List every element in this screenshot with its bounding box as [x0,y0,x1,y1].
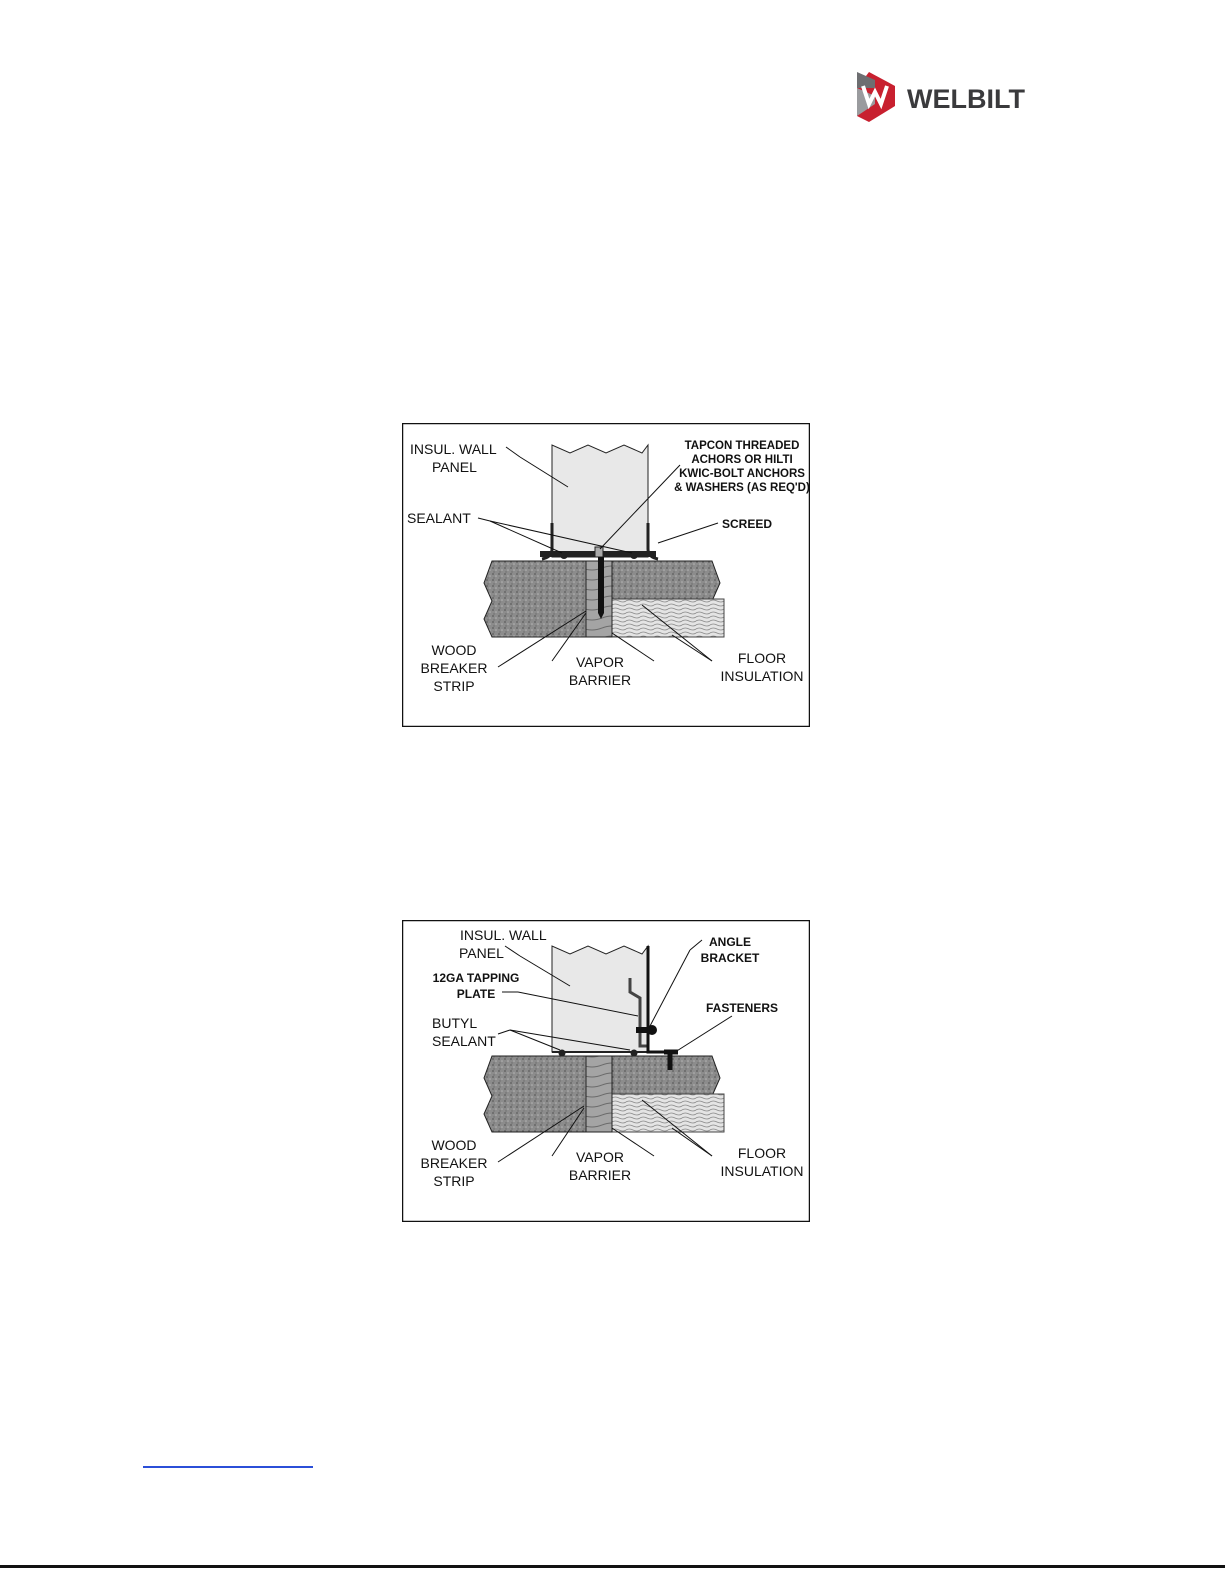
label-fasteners: FASTENERS [705,1001,779,1015]
label-vapor-barrier: VAPOR [576,1149,624,1165]
label-floor-insulation-2: INSULATION [720,668,804,684]
label-insul-wall-panel: INSUL. WALL [460,927,547,943]
label-sealant: SEALANT [407,510,471,526]
label-anchors-4: & WASHERS (AS REQ'D) [674,482,810,494]
label-butyl-sealant: BUTYL [432,1015,478,1031]
label-wood-breaker-strip: WOOD [431,642,477,658]
label-wood-breaker-strip: WOOD [431,1137,477,1153]
label-insul-wall-panel: INSUL. WALL [410,441,497,457]
label-butyl-sealant-2: SEALANT [432,1033,496,1049]
label-wood-breaker-strip-2: BREAKER [420,1155,488,1171]
label-wood-breaker-strip-2: BREAKER [420,660,488,676]
label-tapping-plate-2: PLATE [456,987,496,1001]
footer-divider [0,1565,1225,1568]
label-anchors-3: KWIC-BOLT ANCHORS [679,468,805,480]
angle-bracket-detail-diagram [402,920,810,1220]
label-wood-breaker-strip-3: STRIP [433,1173,475,1189]
footer-link-underline[interactable] [143,1466,313,1468]
welbilt-logo [855,66,1055,132]
label-angle-bracket: ANGLE [709,935,751,949]
label-anchors-2: ACHORS OR HILTI [691,454,793,466]
label-tapping-plate: 12GA TAPPING [432,971,520,985]
label-insul-wall-panel-2: PANEL [459,945,504,961]
label-floor-insulation: FLOOR [737,1145,787,1161]
label-insul-wall-panel-2: PANEL [432,459,477,475]
logo-wordmark: WELBILT [907,84,1025,114]
label-screed: SCREED [722,517,773,531]
label-floor-insulation: FLOOR [737,650,787,666]
label-anchors: TAPCON THREADED [684,440,800,452]
label-vapor-barrier-2: BARRIER [568,1167,632,1183]
label-wood-breaker-strip-3: STRIP [433,678,475,694]
label-angle-bracket-2: BRACKET [700,951,760,965]
label-floor-insulation-2: INSULATION [720,1163,804,1179]
floor-anchor-detail-diagram [402,423,810,723]
label-vapor-barrier-2: BARRIER [568,672,632,688]
label-vapor-barrier: VAPOR [576,654,624,670]
